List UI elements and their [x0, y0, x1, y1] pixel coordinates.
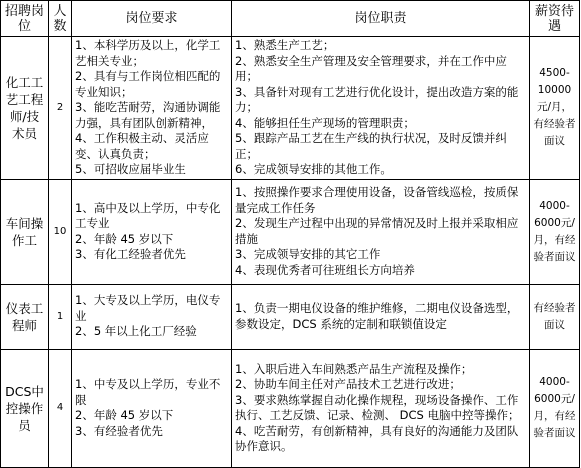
- duty-item: 1、入职后进入车间熟悉产品生产流程及操作；: [235, 361, 473, 376]
- requirement-item: 1、大专及以上学历，电仪专业: [75, 293, 221, 323]
- duty-item: 4、能够担任生产现场的管理职责；: [235, 115, 415, 130]
- position-cell: 仪表工程师: [1, 284, 49, 349]
- duty-item: 3、具备针对现有工艺进行优化设计，提出改造方案的能力；: [235, 84, 519, 114]
- requirement-item: 1、本科学历及以上，化学工艺相关专业；: [75, 38, 221, 68]
- duty-item: 4、表现优秀者可往班组长方向培养: [235, 262, 415, 277]
- duty-item: 1、熟悉生产工艺；: [235, 38, 335, 52]
- duty-item: 3、要求熟练掌握自动化操作规程，现场设备操作、工作执行、工艺反馈、记录、检测、 DCS 电脑中控等操作；: [235, 392, 520, 422]
- position-cell: 化工工艺工程师/技术员: [1, 37, 49, 180]
- count-cell: 2: [49, 37, 72, 180]
- position-cell: 车间操作工: [1, 179, 49, 284]
- duties-cell: [232, 179, 530, 284]
- duty-item: 2、协助车间主任对产品技术工艺进行改进；: [235, 377, 461, 391]
- header-count: 人数: [49, 1, 72, 37]
- table-row: [1, 284, 580, 349]
- requirement-item: 3、能吃苦耐劳，沟通协调能力强，具有团队创新精神，: [75, 100, 221, 130]
- requirement-item: 2、年龄 45 岁以下: [75, 231, 174, 246]
- requirement-item: 4、工作积极主动、灵活应变、认真负责；: [75, 131, 209, 161]
- salary-cell: 4500-10000元/月，有经验者面议: [530, 37, 580, 180]
- table-row: [1, 179, 580, 284]
- header-row: [1, 1, 580, 37]
- header-position: 招聘岗位: [1, 1, 49, 37]
- requirements-cell: [72, 37, 232, 180]
- table-row: [1, 37, 580, 180]
- duty-item: 5、跟踪产品工艺在生产线的执行状况，及时反馈并纠正；: [235, 131, 507, 161]
- requirement-item: 1、高中及以上学历，中专化工专业: [75, 200, 221, 230]
- header-salary: 薪资待遇: [530, 1, 580, 37]
- requirement-item: 2、5 年以上化工厂经验: [75, 324, 197, 339]
- duties-cell: [232, 284, 530, 349]
- header-duties: 岗位职责: [232, 1, 530, 37]
- salary-cell: 4000-6000元/月，有经验者面议: [530, 349, 580, 467]
- duty-item: 1、按照操作要求合理使用设备，设备管线巡检，按质保量完成工作任务: [235, 185, 519, 215]
- requirement-item: 3、有经验者优先: [75, 423, 163, 438]
- requirements-cell: [72, 284, 232, 349]
- position-cell: DCS中控操作员: [1, 349, 49, 467]
- duty-item: 2、熟悉安全生产管理及安全管理要求，并在工作中应用；: [235, 53, 507, 83]
- requirement-item: 2、年龄 45 岁以下: [75, 408, 174, 422]
- salary-cell: 4000-6000元/月，有经验者面议: [530, 179, 580, 284]
- requirement-item: 2、具有与工作岗位相匹配的专业知识；: [75, 69, 221, 99]
- requirement-item: 5、可招收应届毕业生: [75, 162, 186, 176]
- duties-cell: [232, 37, 530, 180]
- table-row: [1, 349, 580, 467]
- duty-item: 3、完成领导安排的其它工作: [235, 247, 381, 261]
- count-cell: 4: [49, 349, 72, 467]
- requirement-item: 1、中专及以上学历，专业不限: [75, 377, 221, 407]
- duties-cell: [232, 349, 530, 467]
- duty-item: 4、吃苦耐劳，有创新精神，具有良好的沟通能力及团队协作意识。: [235, 423, 519, 453]
- requirement-item: 3、有化工经验者优先: [75, 247, 186, 261]
- requirements-cell: [72, 349, 232, 467]
- duty-item: 1、负责一期电仪设备的维护维修，二期电仪设备选型，参数设定，DCS 系统的定制和联锁值设定: [235, 301, 519, 331]
- count-cell: 10: [49, 179, 72, 284]
- duty-item: 6、完成领导安排的其他工作。: [235, 162, 392, 176]
- count-cell: 1: [49, 284, 72, 349]
- duty-item: 2、发现生产过程中出现的异常情况及时上报并采取相应措施: [235, 216, 519, 246]
- salary-cell: 有经验者面议: [530, 284, 580, 349]
- requirements-cell: [72, 179, 232, 284]
- header-requirements: 岗位要求: [72, 1, 232, 37]
